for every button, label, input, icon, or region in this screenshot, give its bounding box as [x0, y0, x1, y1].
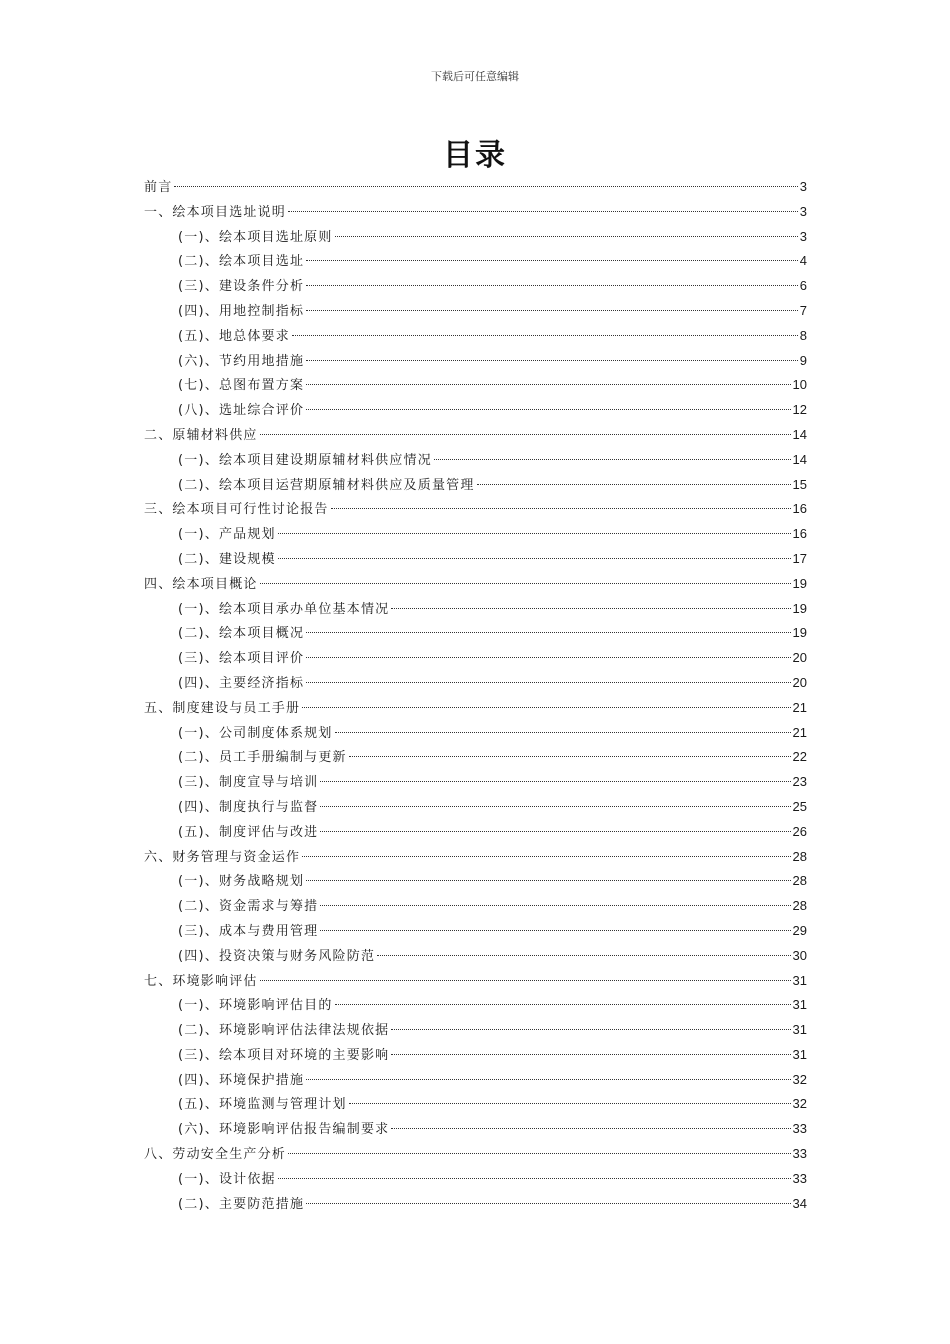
toc-entry-label: 二、原辅材料供应: [144, 427, 258, 443]
toc-entry[interactable]: [144, 1018, 807, 1043]
dot-leader: [288, 211, 798, 212]
toc-entry[interactable]: [144, 373, 807, 398]
dot-leader: [292, 335, 798, 336]
toc-entry[interactable]: [144, 274, 807, 299]
toc-entry-label: (一)、产品规划: [178, 527, 276, 543]
toc-entry[interactable]: [144, 349, 807, 374]
toc-entry[interactable]: [144, 473, 807, 498]
dot-leader: [335, 236, 798, 237]
toc-entry-label: 六、财务管理与资金运作: [144, 849, 301, 865]
toc-entry[interactable]: [144, 1043, 807, 1068]
dot-leader: [335, 1004, 791, 1005]
toc-entry-page-number: 33: [792, 1146, 807, 1162]
toc-entry-page-number: 33: [792, 1170, 807, 1186]
toc-entry-label: (五)、环境监测与管理计划: [178, 1097, 347, 1113]
toc-entry-page-number: 15: [792, 476, 807, 492]
dot-leader: [260, 434, 791, 435]
toc-entry-label: (二)、资金需求与筹措: [178, 899, 319, 915]
dot-leader: [306, 285, 798, 286]
toc-entry[interactable]: [144, 423, 807, 448]
toc-entry-page-number: 20: [792, 674, 807, 690]
dot-leader: [306, 360, 798, 361]
dot-leader: [320, 831, 790, 832]
toc-entry[interactable]: [144, 894, 807, 919]
toc-entry-page-number: 14: [792, 451, 807, 467]
toc-entry-label: (四)、投资决策与财务风险防范: [178, 948, 376, 964]
dot-leader: [278, 533, 791, 534]
toc-entry-label: (四)、环境保护措施: [178, 1072, 305, 1088]
toc-entry-page-number: 4: [799, 253, 807, 269]
toc-entry-label: (一)、环境影响评估目的: [178, 998, 333, 1014]
toc-entry-page-number: 34: [792, 1195, 807, 1211]
toc-entry-label: (四)、用地控制指标: [178, 303, 305, 319]
dot-leader: [320, 930, 790, 931]
toc-entry-page-number: 7: [799, 302, 807, 318]
dot-leader: [349, 1103, 791, 1104]
toc-entry-label: (一)、绘本项目建设期原辅材料供应情况: [178, 452, 432, 468]
toc-entry-page-number: 19: [792, 625, 807, 641]
toc-entry[interactable]: [144, 547, 807, 572]
toc-entry-page-number: 17: [792, 550, 807, 566]
toc-entry-page-number: 8: [799, 327, 807, 343]
dot-leader: [349, 756, 791, 757]
toc-entry[interactable]: [144, 969, 807, 994]
toc-entry-label: (三)、建设条件分析: [178, 279, 305, 295]
toc-entry-page-number: 21: [792, 724, 807, 740]
dot-leader: [434, 459, 791, 460]
toc-entry[interactable]: [144, 1192, 807, 1217]
toc-entry-page-number: 31: [792, 1046, 807, 1062]
dot-leader: [391, 608, 790, 609]
toc-entry[interactable]: [144, 795, 807, 820]
toc-entry-page-number: 32: [792, 1096, 807, 1112]
toc-entry[interactable]: [144, 721, 807, 746]
toc-entry-label: (四)、主要经济指标: [178, 675, 305, 691]
toc-entry-label: (一)、财务战略规划: [178, 874, 305, 890]
dot-leader: [320, 905, 790, 906]
toc-entry-label: (六)、环境影响评估报告编制要求: [178, 1122, 390, 1138]
toc-entry-label: (二)、主要防范措施: [178, 1196, 305, 1212]
dot-leader: [306, 1079, 790, 1080]
toc-entry-label: (一)、绘本项目选址原则: [178, 229, 333, 245]
dot-leader: [306, 682, 790, 683]
toc-entry-page-number: 31: [792, 1022, 807, 1038]
dot-leader: [477, 484, 791, 485]
toc-entry-page-number: 22: [792, 749, 807, 765]
toc-entry[interactable]: [144, 671, 807, 696]
toc-entry[interactable]: [144, 398, 807, 423]
toc-entry[interactable]: [144, 845, 807, 870]
toc-entry-label: 前言: [144, 180, 173, 195]
toc-entry[interactable]: [144, 869, 807, 894]
toc-entry-page-number: 29: [792, 922, 807, 938]
toc-entry[interactable]: [144, 324, 807, 349]
toc-entry[interactable]: [144, 175, 807, 200]
toc-entry-label: (五)、制度评估与改进: [178, 824, 319, 840]
toc-entry-label: (三)、制度宣导与培训: [178, 775, 319, 791]
dot-leader: [391, 1029, 790, 1030]
toc-entry-page-number: 10: [792, 377, 807, 393]
toc-entry-page-number: 28: [792, 848, 807, 864]
toc-entry-label: (八)、选址综合评价: [178, 403, 305, 419]
toc-entry-label: (三)、成本与费用管理: [178, 923, 319, 939]
dot-leader: [278, 558, 791, 559]
toc-entry[interactable]: [144, 621, 807, 646]
toc-entry[interactable]: [144, 448, 807, 473]
dot-leader: [335, 732, 791, 733]
toc-entry-label: (一)、绘本项目承办单位基本情况: [178, 601, 390, 617]
toc-entry-page-number: 20: [792, 650, 807, 666]
dot-leader: [306, 260, 798, 261]
dot-leader: [377, 955, 790, 956]
toc-entry-label: (三)、绘本项目评价: [178, 651, 305, 667]
toc-entry-page-number: 3: [799, 203, 807, 219]
toc-entry[interactable]: [144, 497, 807, 522]
dot-leader: [260, 583, 791, 584]
toc-entry[interactable]: [144, 1167, 807, 1192]
toc-entry-page-number: 12: [792, 402, 807, 418]
toc-entry-page-number: 32: [792, 1071, 807, 1087]
toc-entry-page-number: 3: [799, 228, 807, 244]
toc-entry-label: 七、环境影响评估: [144, 973, 258, 989]
toc-entry-label: (二)、建设规模: [178, 551, 276, 567]
toc-entry-page-number: 28: [792, 873, 807, 889]
toc-entry-label: (五)、地总体要求: [178, 328, 290, 344]
toc-entry-page-number: 14: [792, 426, 807, 442]
header-note: 下载后可任意编辑: [431, 70, 519, 83]
dot-leader: [306, 1203, 790, 1204]
toc-entry[interactable]: [144, 745, 807, 770]
toc-entry-label: 一、绘本项目选址说明: [144, 204, 287, 220]
table-of-contents: [144, 175, 807, 1216]
toc-entry-label: (一)、设计依据: [178, 1171, 276, 1187]
dot-leader: [331, 508, 791, 509]
dot-leader: [260, 980, 791, 981]
toc-entry-page-number: 31: [792, 972, 807, 988]
toc-entry-page-number: 23: [792, 774, 807, 790]
dot-leader: [306, 310, 798, 311]
toc-entry-label: 五、制度建设与员工手册: [144, 700, 301, 716]
toc-entry-label: (四)、制度执行与监督: [178, 799, 319, 815]
toc-entry[interactable]: [144, 944, 807, 969]
toc-entry-label: 四、绘本项目概论: [144, 576, 258, 592]
toc-entry[interactable]: [144, 1068, 807, 1093]
dot-leader: [320, 781, 790, 782]
toc-entry-page-number: 26: [792, 823, 807, 839]
toc-entry-label: (七)、总图布置方案: [178, 378, 305, 394]
toc-entry-page-number: 6: [799, 278, 807, 294]
dot-leader: [306, 384, 790, 385]
page-title: 目录: [443, 138, 507, 173]
toc-entry[interactable]: [144, 1142, 807, 1167]
toc-entry-label: (二)、绘本项目选址: [178, 254, 305, 270]
toc-entry-page-number: 25: [792, 798, 807, 814]
dot-leader: [306, 409, 790, 410]
toc-entry-page-number: 3: [799, 179, 807, 194]
toc-entry-label: 八、劳动安全生产分析: [144, 1147, 287, 1163]
toc-entry[interactable]: [144, 522, 807, 547]
toc-entry[interactable]: [144, 919, 807, 944]
toc-entry-page-number: 30: [792, 947, 807, 963]
toc-entry-page-number: 9: [799, 352, 807, 368]
dot-leader: [391, 1054, 790, 1055]
toc-entry-label: (二)、环境影响评估法律法规依据: [178, 1023, 390, 1039]
toc-entry[interactable]: [144, 696, 807, 721]
toc-entry-label: (六)、节约用地措施: [178, 353, 305, 369]
toc-entry[interactable]: [144, 299, 807, 324]
toc-entry[interactable]: [144, 225, 807, 250]
toc-entry-page-number: 28: [792, 898, 807, 914]
toc-entry[interactable]: [144, 572, 807, 597]
toc-entry[interactable]: [144, 249, 807, 274]
toc-entry[interactable]: [144, 770, 807, 795]
dot-leader: [302, 856, 790, 857]
toc-entry-label: (二)、员工手册编制与更新: [178, 750, 347, 766]
toc-entry[interactable]: [144, 597, 807, 622]
toc-entry-label: (二)、绘本项目运营期原辅材料供应及质量管理: [178, 477, 475, 493]
toc-entry-label: (三)、绘本项目对环境的主要影响: [178, 1047, 390, 1063]
toc-entry-page-number: 19: [792, 575, 807, 591]
toc-entry-page-number: 16: [792, 501, 807, 517]
dot-leader: [302, 707, 790, 708]
toc-entry[interactable]: [144, 1117, 807, 1142]
toc-entry-label: (一)、公司制度体系规划: [178, 725, 333, 741]
dot-leader: [320, 806, 790, 807]
toc-entry[interactable]: [144, 1092, 807, 1117]
dot-leader: [306, 632, 790, 633]
dot-leader: [288, 1153, 791, 1154]
toc-entry-page-number: 19: [792, 600, 807, 616]
dot-leader: [391, 1128, 790, 1129]
toc-entry-page-number: 21: [792, 699, 807, 715]
dot-leader: [174, 186, 797, 187]
toc-entry-page-number: 31: [792, 997, 807, 1013]
toc-entry[interactable]: [144, 200, 807, 225]
toc-entry-page-number: 33: [792, 1121, 807, 1137]
toc-entry-label: (二)、绘本项目概况: [178, 626, 305, 642]
toc-entry[interactable]: [144, 993, 807, 1018]
toc-entry-page-number: 16: [792, 526, 807, 542]
dot-leader: [306, 657, 790, 658]
toc-entry-label: 三、绘本项目可行性讨论报告: [144, 502, 329, 518]
dot-leader: [278, 1178, 791, 1179]
toc-entry[interactable]: [144, 646, 807, 671]
toc-entry[interactable]: [144, 820, 807, 845]
dot-leader: [306, 880, 790, 881]
